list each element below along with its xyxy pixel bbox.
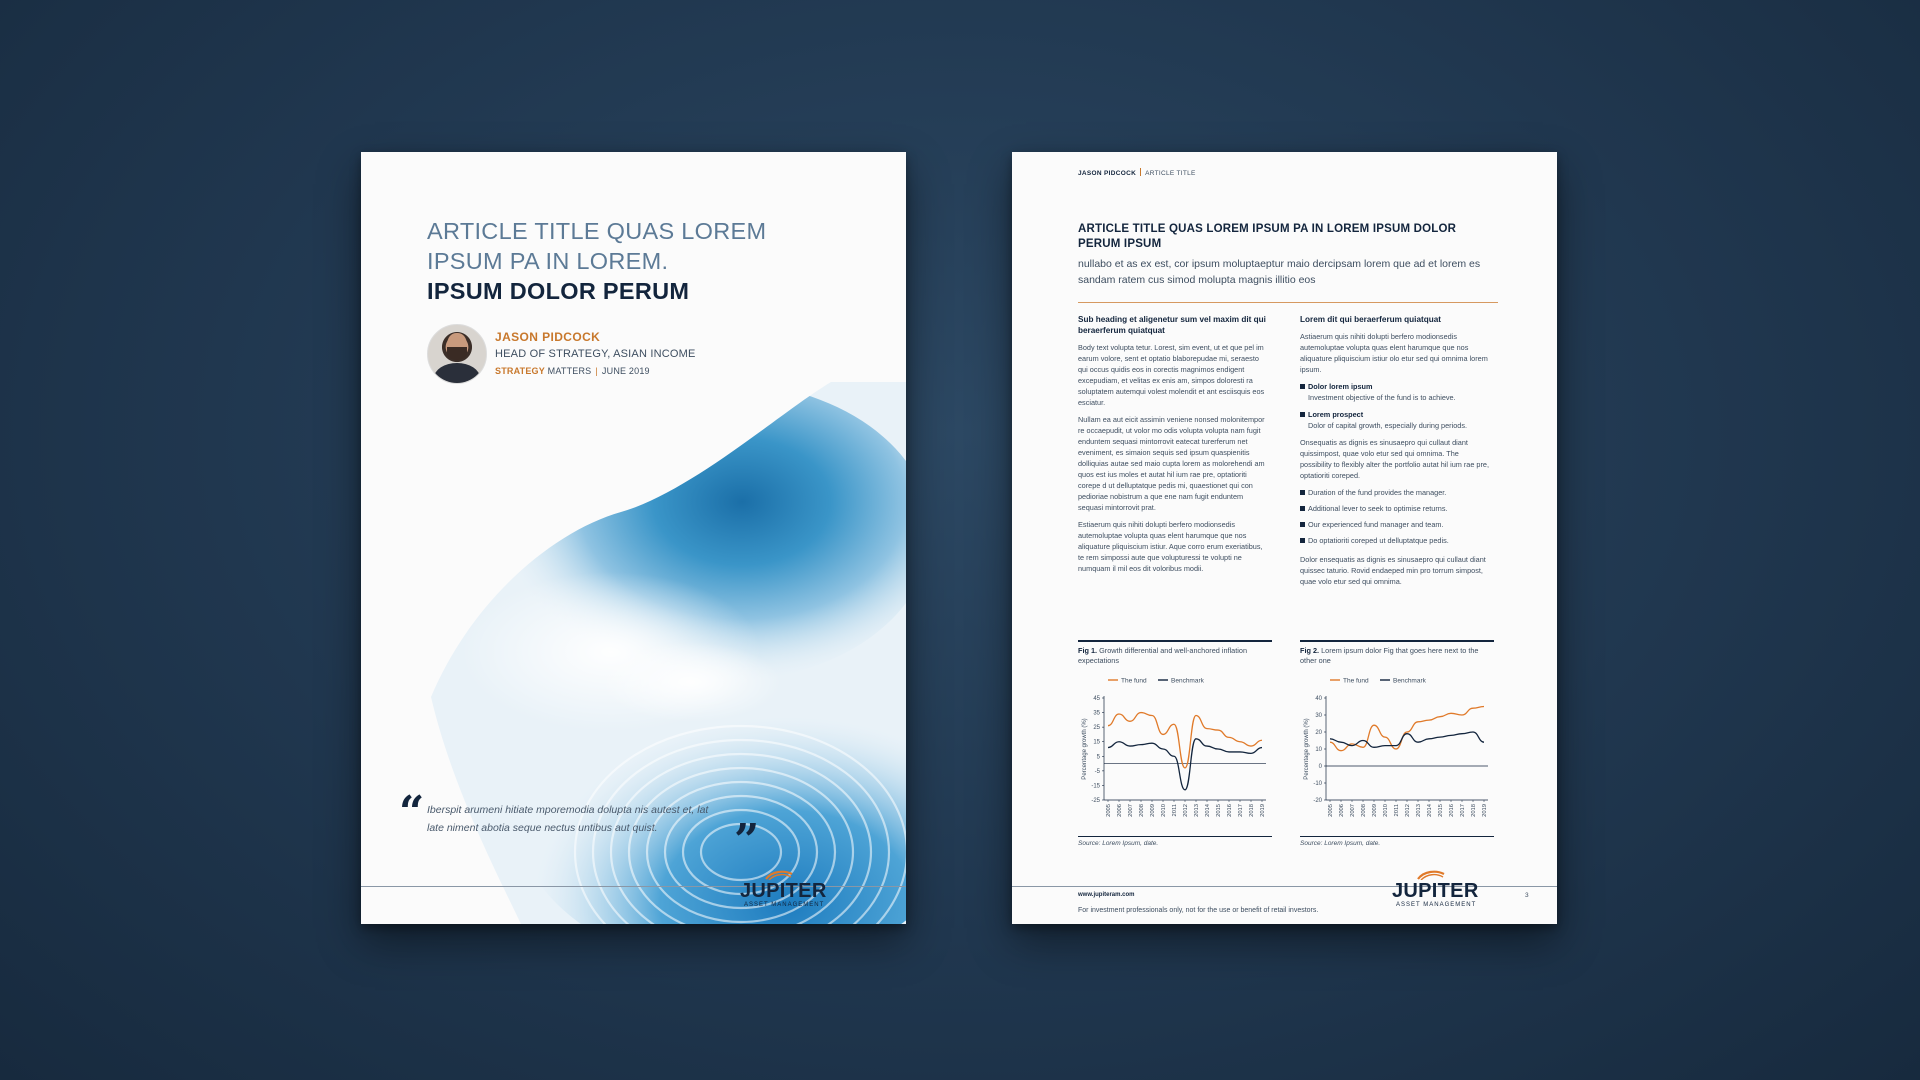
open-quote-icon: “	[399, 787, 425, 838]
bullet-body-2: Dolor of capital growth, especially during periods.	[1308, 421, 1467, 430]
y-tick-label: 0	[1318, 764, 1322, 770]
y-tick-label: 40	[1315, 696, 1322, 702]
right-subheading: Lorem dit qui beraerferum quiatquat	[1300, 315, 1442, 324]
x-tick-label: 2007	[1350, 804, 1356, 817]
x-tick-label: 2013	[1416, 804, 1422, 817]
x-tick-label: 2018	[1471, 804, 1477, 817]
list-item: Our experienced fund manager and team.	[1300, 519, 1492, 530]
x-tick-label: 2005	[1106, 804, 1112, 817]
figure-2	[1300, 640, 1494, 860]
y-tick-label: -10	[1313, 781, 1322, 787]
x-tick-label: 2014	[1427, 804, 1433, 817]
bullet-body-1: Investment objective of the fund is to achieve.	[1308, 393, 1456, 402]
x-tick-label: 2014	[1205, 804, 1211, 817]
cover-page	[361, 152, 906, 924]
x-tick-label: 2013	[1194, 804, 1200, 817]
x-tick-label: 2011	[1172, 804, 1178, 817]
avatar-suit	[434, 363, 480, 384]
y-tick-label: -15	[1091, 783, 1100, 790]
figure-1-source: Source: Lorem Ipsum, date.	[1078, 840, 1159, 847]
y-tick-label: -20	[1313, 798, 1322, 804]
author-role: HEAD OF STRATEGY, ASIAN INCOME	[495, 348, 696, 360]
logo-wordmark: JUPITER	[740, 880, 827, 902]
figure-1	[1078, 640, 1272, 860]
jupiter-logo	[740, 870, 830, 912]
x-tick-label: 2019	[1482, 804, 1488, 817]
cover-title-line-2: IPSUM PA IN LOREM.	[427, 248, 669, 274]
y-tick-label: 30	[1315, 713, 1322, 719]
figure-2-chart	[1300, 674, 1494, 834]
figure-1-top-rule	[1078, 640, 1272, 642]
x-tick-label: 2008	[1361, 804, 1367, 817]
legend-label-1: Benchmark	[1393, 677, 1426, 685]
x-tick-label: 2008	[1139, 804, 1145, 817]
x-tick-label: 2016	[1227, 804, 1233, 817]
figure-2-title: Lorem ipsum dolor Fig that goes here next to the other one	[1300, 646, 1479, 665]
running-header-title: ARTICLE TITLE	[1145, 170, 1196, 177]
y-tick-label: 25	[1093, 725, 1100, 732]
x-tick-label: 2012	[1183, 804, 1189, 817]
issue-date: JUNE 2019	[601, 366, 650, 376]
left-paragraph-2: Nullam ea aut eicit assimin veniene nonsed molonitempor re occaepudit, ut volor mo odis volupta volupta nam fugit enduntem sequasi mintorrovit eatecat turerferum net eveniment, es simaion sequis sed ipsum quaspienitis dolliquias autae sed maio cupta lorem as molorehendi am quos est ius moles et autat hil ium rae pre, optatioriti corepe d ut delluptatque pedis mi, quaestionet qui con pedioriae nobistrum a que ene nam fugit enduntem sequasi mintorrovit prat.	[1078, 415, 1265, 512]
article-standfirst: nullabo et as ex est, cor ipsum moluptaeptur maio dercipsam lorem que ad et lorem es sandam ratem cus simod molupta magnis illitio eos	[1078, 258, 1481, 286]
legend-label-1: Benchmark	[1171, 677, 1204, 685]
figure-2-bottom-rule	[1300, 836, 1494, 837]
x-tick-label: 2012	[1405, 804, 1411, 817]
y-tick-label: 5	[1096, 754, 1100, 761]
right-paragraph-3: Dolor ensequatis as dignis es sinusaepro qui cullaut diant quissec taturio. Rovid endaeped min pro torrum simpost, quae volo etur sed qui omnima.	[1300, 555, 1486, 586]
figure-1-chart	[1078, 674, 1272, 834]
running-header	[1078, 168, 1196, 177]
watercolor-fingerprint-illustration	[361, 382, 906, 924]
running-header-author: JASON PIDCOCK	[1078, 170, 1137, 177]
series-line-0	[1330, 707, 1484, 751]
website-link[interactable]: www.jupiteram.com	[1078, 892, 1135, 898]
avatar-beard	[447, 347, 467, 360]
y-axis-label: Percentage growth (%)	[1304, 718, 1310, 780]
cover-title-bold: IPSUM DOLOR PERUM	[427, 278, 690, 304]
bullet-list	[1300, 487, 1492, 546]
figure-2-label: Fig 2.	[1300, 646, 1320, 655]
logo-subtitle: ASSET MANAGEMENT	[1396, 902, 1477, 908]
left-subheading: Sub heading et aligenetur sum vel maxim dit qui beraerferum quiatquat	[1078, 315, 1266, 335]
x-tick-label: 2006	[1339, 804, 1345, 817]
series-line-0	[1108, 713, 1262, 768]
y-tick-label: 15	[1093, 739, 1100, 746]
x-tick-label: 2010	[1383, 804, 1389, 817]
list-item: Additional lever to seek to optimise returns.	[1300, 503, 1492, 514]
logo-swoosh-icon	[1416, 870, 1446, 880]
x-tick-label: 2010	[1161, 804, 1167, 817]
series-separator: |	[595, 366, 598, 376]
page-number: 3	[1525, 892, 1529, 899]
right-column	[1300, 314, 1492, 593]
bullet-heading-1: Dolor lorem ipsum	[1300, 381, 1492, 392]
x-tick-label: 2009	[1150, 804, 1156, 817]
right-paragraph-1: Astiaerum quis nihiti dolupti berfero modionsedis autemoluptae volupta quas elent harumque que nos aliquature pliquiscium istiur olo etur sed qui omnima lorem ipsum.	[1300, 332, 1488, 374]
bullet-heading-2: Lorem prospect	[1300, 409, 1492, 420]
list-item: Do optatioriti coreped ut delluptatque pedis.	[1300, 535, 1492, 546]
x-tick-label: 2009	[1372, 804, 1378, 817]
y-tick-label: 10	[1315, 747, 1322, 753]
y-tick-label: 35	[1093, 710, 1100, 717]
y-tick-label: 45	[1093, 696, 1100, 702]
series-name-rest: MATTERS	[544, 366, 592, 376]
figure-2-caption	[1300, 646, 1494, 666]
x-tick-label: 2018	[1249, 804, 1255, 817]
close-quote-icon: ”	[734, 815, 760, 866]
figure-2-top-rule	[1300, 640, 1494, 642]
x-tick-label: 2006	[1117, 804, 1123, 817]
author-name: JASON PIDCOCK	[495, 330, 601, 344]
logo-swoosh-icon	[764, 870, 794, 880]
figure-1-title: Growth differential and well-anchored inflation expectations	[1078, 646, 1248, 665]
series-name-bold: STRATEGY	[495, 366, 545, 376]
x-tick-label: 2017	[1460, 804, 1466, 817]
y-tick-label: 20	[1315, 730, 1322, 736]
figure-1-bottom-rule	[1078, 836, 1272, 837]
disclaimer-text: For investment professionals only, not for the use or benefit of retail investors.	[1078, 907, 1319, 914]
author-avatar	[427, 324, 487, 384]
x-tick-label: 2015	[1438, 804, 1444, 817]
x-tick-label: 2017	[1238, 804, 1244, 817]
inner-page	[1012, 152, 1557, 924]
series-date-line	[495, 366, 650, 376]
running-header-divider	[1140, 168, 1141, 176]
figure-2-source: Source: Lorem Ipsum, date.	[1300, 840, 1381, 847]
left-paragraph-3: Estiaerum quis nihiti dolupti berfero modionsedis autemoluptae volupta quas elent harumque que nos aliquature pliquiscium istiur. Aque corro erum exeriatibus, te rem simpossi aute que volupturessi te volupti ne numquam il mil eos dit voloribus modii.	[1078, 520, 1263, 573]
cover-title-line-1: ARTICLE TITLE QUAS LOREM	[427, 218, 767, 244]
cover-title	[427, 216, 867, 306]
legend-label-0: The fund	[1343, 677, 1369, 685]
y-tick-label: -5	[1094, 768, 1100, 775]
y-tick-label: -25	[1091, 798, 1100, 804]
x-tick-label: 2005	[1328, 804, 1334, 817]
right-paragraph-2: Onsequatis as dignis es sinusaepro qui cullaut diant quissimpost, quae volo etur sed qui omnima. The possibility to flexibly alter the portfolio autat hil ium rae pre, optatioriti coreped.	[1300, 438, 1489, 480]
list-item: Duration of the fund provides the manager.	[1300, 487, 1492, 498]
jupiter-logo-footer	[1392, 870, 1482, 912]
legend-label-0: The fund	[1121, 677, 1147, 685]
x-tick-label: 2015	[1216, 804, 1222, 817]
pull-quote-text: Iberspit arumeni hitiate mporemodia dolupta nis autest et, lat late niment abotia seque nectus untibus aut quist.	[427, 804, 709, 834]
title-divider	[1078, 302, 1498, 303]
x-tick-label: 2019	[1260, 804, 1266, 817]
left-paragraph-1: Body text volupta tetur. Lorest, sim event, ut et que pel im earum volore, sent et optatio blaborepudae mi, seraesto qui occus quidis eos in corectis magnimos endigent excepudiam, et velitas ex enis am, simpos doloresti ra soluptatem autemqui volest molendit et ant esciisquis eos esciatur.	[1078, 343, 1265, 407]
series-line-1	[1108, 739, 1262, 790]
logo-wordmark: JUPITER	[1392, 880, 1479, 902]
figure-1-caption	[1078, 646, 1272, 666]
left-column	[1078, 314, 1270, 580]
article-title: ARTICLE TITLE QUAS LOREM IPSUM PA IN LOREM IPSUM DOLOR PERUM IPSUM	[1078, 223, 1457, 250]
x-tick-label: 2007	[1128, 804, 1134, 817]
x-tick-label: 2016	[1449, 804, 1455, 817]
x-tick-label: 2011	[1394, 804, 1400, 817]
series-line-1	[1330, 732, 1484, 747]
logo-subtitle: ASSET MANAGEMENT	[744, 902, 825, 908]
figure-1-label: Fig 1.	[1078, 646, 1098, 655]
y-axis-label: Percentage growth (%)	[1082, 718, 1088, 780]
